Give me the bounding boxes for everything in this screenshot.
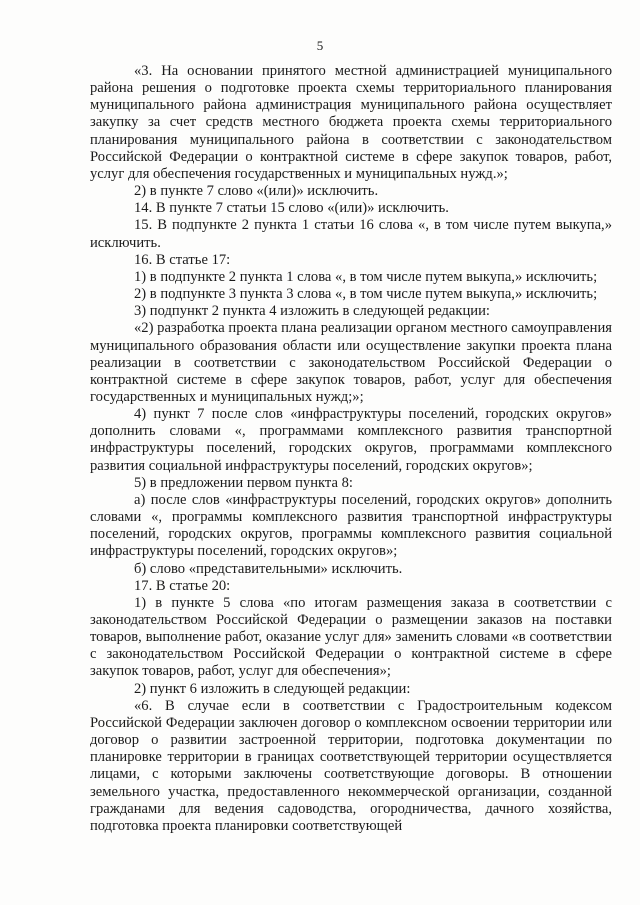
paragraph: 15. В подпункте 2 пункта 1 статьи 16 слова «, в том числе путем выкупа,» исключить. [90, 217, 612, 251]
paragraph: 1) в подпункте 2 пункта 1 слова «, в том числе путем выкупа,» исключить; [134, 268, 598, 285]
paragraph: 14. В пункте 7 статьи 15 слово «(или)» исключить. [134, 200, 449, 217]
paragraph: 16. В статье 17: [134, 251, 231, 268]
paragraph: 1) в пункте 5 слова «по итогам размещения заказа в соответствии с законодательством Российской Федерации о размещении заказов на поставки товаров, выполнение работ, оказание услуг для» заменить словами «в соответствии с законодательством Российской Федерации о контрактной системе в сфере закупок товаров, работ, услуг для обеспечения»; [90, 594, 612, 680]
page-number: 5 [316, 38, 324, 53]
paragraph: б) слово «представительными» исключить. [134, 560, 403, 577]
document-body [90, 63, 612, 835]
paragraph: 3) подпункт 2 пункта 4 изложить в следующей редакции: [134, 303, 490, 320]
paragraph: 4) пункт 7 после слов «инфраструктуры поселений, городских округов» дополнить словами «, программами комплексного развития транспортной инфраструктуры поселений, городских округов, программами комплексного развития социальной инфраструктуры поселений, городских округов»; [90, 406, 612, 474]
paragraph: а) после слов «инфраструктуры поселений, городских округов» дополнить словами «, программы комплексного развития транспортной инфраструктуры поселений, городских округов, программы комплексного развития социальной инфраструктуры поселений, городских округов»; [90, 491, 612, 560]
paragraph: «3. На основании принятого местной администрацией муниципального района решения о подготовке проекта схемы территориального планирования муниципального района администрация муниципального района осуществляет закупку за счет средств местного бюджета проекта схемы территориального планирования муниципального района в соответствии с законодательством Российской Федерации о контрактной системе в сфере закупок товаров, работ, услуг для обеспечения государственных и муниципальных нужд.»; [90, 63, 612, 182]
paragraph: «6. В случае если в соответствии с Градостроительным кодексом Российской Федерации заключен договор о комплексном освоении территории или договор о развитии застроенной территории, подготовка документации по планировке территории в границах соответствующей территории осуществляется лицами, с которыми заключены соответствующие договоры. В отношении земельного участка, предоставленного некоммерческой организации, созданной гражданами для ведения садоводства, огородничества, дачного хозяйства, подготовка проекта планировки соответствующей [90, 697, 612, 834]
paragraph: 2) в подпункте 3 пункта 3 слова «, в том числе путем выкупа,» исключить; [134, 286, 598, 303]
paragraph: 5) в предложении первом пункта 8: [134, 474, 353, 491]
paragraph: 2) пункт 6 изложить в следующей редакции: [134, 680, 411, 697]
paragraph: «2) разработка проекта плана реализации органом местного самоуправления муниципального образования области или осуществление закупки проекта плана реализации в соответствии с законодательством Российской Федерации о контрактной системе в сфере закупок товаров, работ, услуг для обеспечения государственных и муниципальных нужд;»; [90, 320, 612, 405]
paragraph: 17. В статье 20: [134, 577, 231, 594]
paragraph: 2) в пункте 7 слово «(или)» исключить. [134, 183, 379, 200]
